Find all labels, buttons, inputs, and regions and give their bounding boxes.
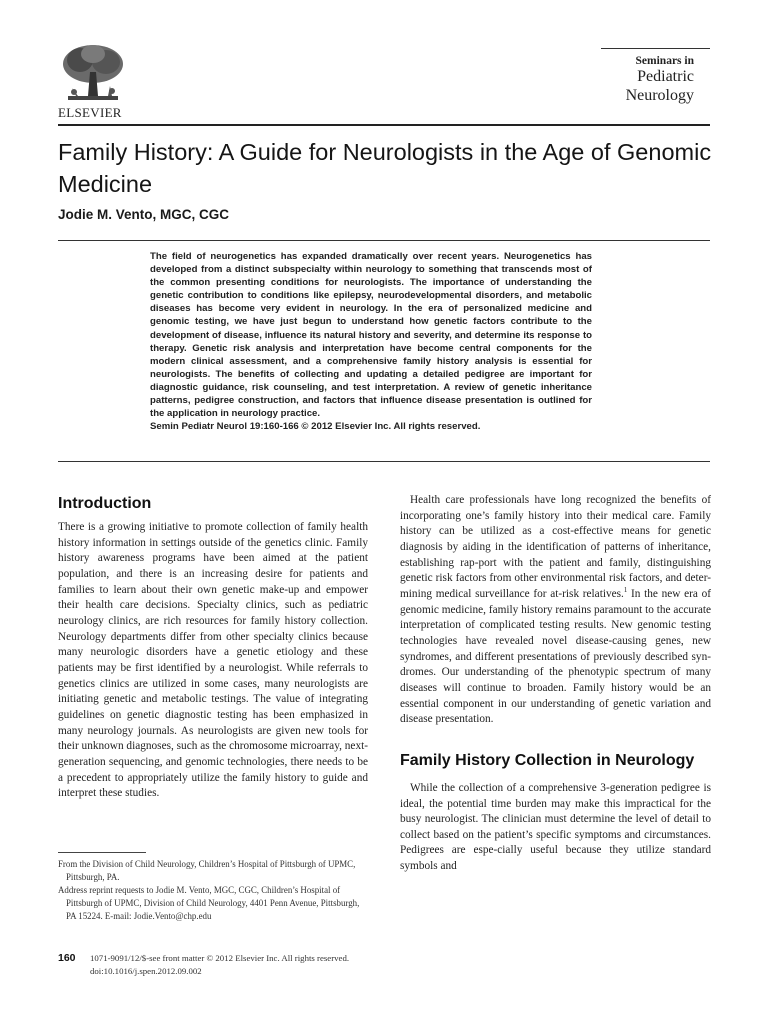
abstract-bottom-rule: [58, 461, 710, 462]
issn-line: 1071-9091/12/$-see front matter © 2012 Elsevier Inc. All rights reserved.: [90, 953, 350, 963]
journal-series: Seminars in: [635, 55, 694, 67]
abstract: [150, 250, 592, 433]
reprint-note: Address reprint requests to Jodie M. Vento, MGC, CGC, Children’s Hospital of Pittsburgh of UPMC, Division of Child Neurology, 4401 Penn Avenue, Pittsburgh, PA 15224. E-mail: Jodie.Vento@chp.edu: [58, 885, 360, 921]
left-column: [58, 493, 368, 802]
article-title: Family History: A Guide for Neurologists in the Age of Genomic Medicine: [58, 139, 712, 197]
abstract-top-rule: [58, 240, 710, 241]
header-rule: [58, 124, 710, 126]
journal-masthead: [626, 55, 694, 105]
right-paragraph-1: [400, 493, 711, 728]
publisher-logo: [58, 42, 128, 120]
page-number: 160: [58, 952, 76, 964]
journal-rule: [601, 48, 710, 49]
affiliation-note: From the Division of Child Neurology, Children’s Hospital of Pittsburgh of UPMC, Pittsburgh, PA.: [58, 859, 356, 882]
abstract-citation: Semin Pediatr Neurol 19:160-166 © 2012 Elsevier Inc. All rights reserved.: [150, 421, 481, 433]
article-author: Jodie M. Vento, MGC, CGC: [58, 207, 230, 222]
reference-marker: 1: [623, 586, 628, 595]
doi-line: doi:10.1016/j.spen.2012.09.002: [90, 966, 202, 976]
right-paragraph-1-part-a: Health care professionals have long recognized the benefits of incorporating one’s family history into their medical care. Family history can be utilized as a cost-effective means for genetic diagnosis by aiding in the identification of patterns of inheritance, establishing rap-port with the patient and family, distinguishing genetic risk factors from other environmental risk factors, and deter-mining medical surveillance for at-risk relatives.: [400, 494, 711, 600]
intro-heading: Introduction: [58, 495, 152, 512]
journal-name-line2: Neurology: [625, 87, 694, 104]
front-matter: [90, 952, 349, 978]
journal-name-line1: Pediatric: [637, 68, 694, 85]
footnotes: [58, 858, 370, 923]
elsevier-tree-icon: [58, 42, 128, 104]
footnote-rule: [58, 852, 146, 853]
publisher-name: ELSEVIER: [58, 105, 122, 120]
family-history-heading: Family History Collection in Neurology: [400, 751, 695, 769]
family-history-paragraph: While the collection of a comprehensive 3-generation pedigree is ideal, the potential time burden may make this impractical for the busy neurologist. The clinician must determine the level of detail to collect based on the patient’s specific symptoms and circumstances. Pedigrees are espe-cially useful because they utilize standard symbols and: [400, 781, 711, 873]
right-paragraph-1-part-b: In the new era of genomic medicine, family history remains paramount to the accurate interpretation of complicated testing results. New genomic testing technologies have revealed novel disease-causing genes, new syndromes, and different presentations of previously described syn-dromes. Our understanding of the phenotypic spectrum of many diseases will continue to broaden. Family history would be an essential component in our understanding of genetic variation and disease presentation.: [400, 587, 711, 726]
intro-paragraph: There is a growing initiative to promote collection of family health history information in settings outside of the genetics clinic. Family history awareness programs have been aimed at the patient population, and there is an increasing desire for patients and families to learn about their own genetic make-up and empower their health care decisions. Specialty clinics, such as pediatric neurology clinics, are rich resources for family history collection. Neurology departments differ from other specialty clinics because many neurologic disorders have a genetic etiology and these patients may be first identified by a neurologist. While referrals to genetics clinics are utilized in some cases, many neurologists are initiating genetic and metabolic testings. The value of integrating guidelines on genetic diagnostic testing has been emphasized in many neurology journals. As neurologists are given new tools for their unknown diagnoses, such as the chromosome microarray, next-generation sequencing, and genomic technologies, there needs to be a precedent to appropriately utilize the family history to guide and interpret these studies.: [58, 521, 368, 800]
abstract-text: The field of neurogenetics has expanded dramatically over recent years. Neurogenetics has developed from a distinct subspecialty within neurology to something that transcends most of the common presenting conditions for neurologists. The importance of understanding the genetic contribution to conditions like epilepsy, neurodevelopmental disorders, and metabolic diseases has become very evident in neurology. In the era of personalized medicine and genomic testing, we have just begun to understand how genetic factors contribute to the development of disease, influence its natural history and severity, and determine its response to therapy. Genetic risk analysis and interpretation have become central components for the modern clinical assessment, and a comprehensive family history analysis is essential for neurologists. The benefits of collecting and updating a detailed pedigree are important for diagnostic guidance, risk counseling, and test interpretation. A review of genetic inheritance patterns, pedigree construction, and factors that influence disease presentation is outlined for the application in neurology practice.: [150, 251, 592, 420]
right-column: [400, 493, 711, 875]
